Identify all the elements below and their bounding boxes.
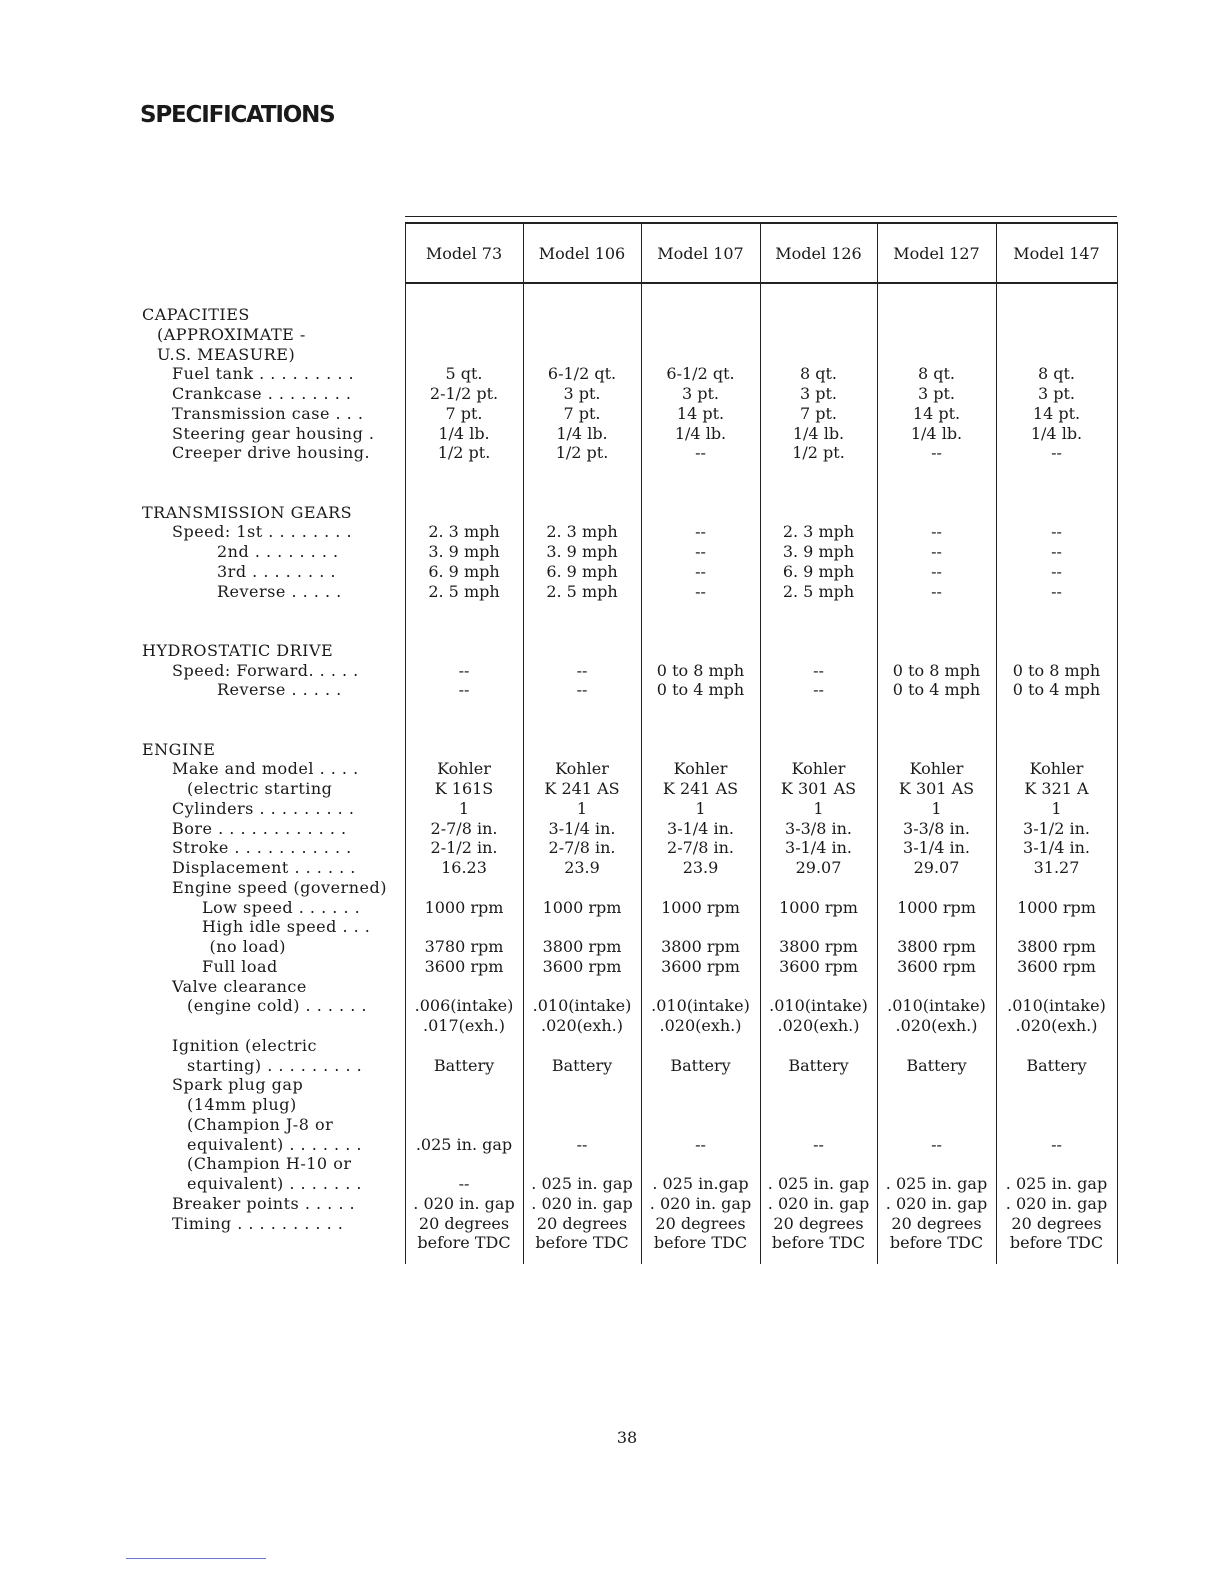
spec-label: Reverse . . . . . — [217, 581, 342, 601]
page-title: SPECIFICATIONS — [140, 102, 335, 128]
spec-value: 2. 3 mph — [428, 522, 500, 542]
spec-row — [0, 305, 1224, 325]
spec-value: 1 — [576, 798, 588, 818]
spec-value: . 020 in. gap — [767, 1193, 870, 1213]
spec-value: 2. 3 mph — [782, 522, 855, 542]
spec-value: 2-7/8 in. — [667, 838, 734, 858]
spec-row — [0, 424, 1224, 444]
spec-value: 1/4 lb. — [674, 423, 727, 443]
spec-label: (14mm plug) — [187, 1095, 297, 1114]
spec-value: Kohler — [791, 759, 846, 779]
model-header: Model 106 — [538, 244, 626, 263]
spec-label: starting) . . . . . . . . . — [187, 1055, 363, 1075]
spec-value: 2. 5 mph — [782, 581, 855, 601]
spec-value: 20 degrees — [773, 1213, 864, 1233]
spec-row — [0, 483, 1224, 503]
spec-value: 3 pt. — [563, 384, 601, 403]
spec-value: 1000 rpm — [897, 897, 976, 917]
spec-value: 20 degrees — [891, 1213, 982, 1233]
spec-value: .010(intake) — [769, 996, 868, 1016]
spec-value: -- — [576, 1134, 588, 1154]
spec-value: 3-1/4 in. — [903, 838, 970, 858]
spec-label: HYDROSTATIC DRIVE — [142, 640, 334, 660]
spec-label: (APPROXIMATE - — [157, 324, 306, 344]
spec-value: .017(exh.) — [423, 1016, 505, 1035]
spec-value: 3600 rpm — [661, 956, 740, 976]
spec-row — [0, 503, 1224, 523]
spec-value: 7 pt. — [445, 403, 483, 423]
spec-value: -- — [695, 443, 706, 463]
spec-value: 1000 rpm — [661, 897, 740, 917]
spec-value: . 020 in. gap — [1005, 1193, 1108, 1213]
spec-row — [0, 858, 1224, 878]
spec-row — [0, 661, 1224, 681]
spec-value: 0 to 4 mph — [656, 680, 745, 700]
spec-value: 0 to 8 mph — [892, 660, 981, 680]
spec-label: High idle speed . . . — [202, 917, 371, 937]
spec-value: Kohler — [909, 759, 964, 779]
spec-value: .010(intake) — [532, 996, 632, 1016]
spec-value: 6-1/2 qt. — [547, 364, 617, 384]
spec-value: 1000 rpm — [424, 897, 504, 917]
table-top-rule — [405, 216, 1117, 217]
spec-label: Low speed . . . . . . — [202, 897, 361, 917]
spec-value: K 301 AS — [898, 779, 975, 798]
spec-value: 1/4 lb. — [438, 423, 490, 443]
spec-label: Breaker points . . . . . — [172, 1193, 356, 1213]
spec-value: 3. 9 mph — [546, 542, 618, 561]
spec-label: Speed: 1st . . . . . . . . — [172, 522, 353, 542]
spec-value: . 025 in. gap — [531, 1174, 633, 1193]
spec-row — [0, 364, 1224, 384]
spec-row — [0, 996, 1224, 1016]
spec-value: 0 to 8 mph — [1012, 660, 1101, 680]
spec-value: 20 degrees — [418, 1213, 510, 1233]
spec-row — [0, 1016, 1224, 1036]
spec-label: Engine speed (governed) — [172, 877, 387, 897]
spec-value: -- — [1051, 1134, 1062, 1154]
spec-value: -- — [576, 680, 588, 700]
spec-value: .020(exh.) — [777, 1016, 860, 1035]
table-top-rule-2 — [405, 222, 1117, 224]
spec-label: (engine cold) . . . . . . — [187, 996, 367, 1016]
spec-value: .020(exh.) — [1015, 1016, 1098, 1035]
spec-label: equivalent) . . . . . . . — [187, 1174, 362, 1193]
spec-value: 0 to 8 mph — [656, 660, 745, 680]
model-header: Model 73 — [425, 244, 503, 263]
spec-label: Make and model . . . . — [172, 759, 359, 779]
spec-label: Displacement . . . . . . — [172, 858, 356, 877]
spec-value: 20 degrees — [655, 1213, 746, 1233]
spec-value: 1/4 lb. — [792, 423, 845, 443]
spec-value: 3600 rpm — [542, 956, 622, 976]
spec-row — [0, 1056, 1224, 1076]
spec-row — [0, 621, 1224, 641]
spec-value: Battery — [1026, 1055, 1087, 1075]
spec-value: 14 pt. — [1032, 403, 1081, 423]
spec-value: 2-1/2 in. — [430, 838, 498, 858]
spec-value: 3800 rpm — [897, 937, 976, 956]
spec-row — [0, 977, 1224, 997]
spec-value: . 025 in.gap — [652, 1174, 749, 1193]
spec-value: -- — [1051, 542, 1062, 561]
model-header: Model 107 — [657, 244, 744, 263]
spec-value: .025 in. gap — [415, 1134, 513, 1154]
spec-value: -- — [813, 660, 824, 680]
spec-value: . 025 in. gap — [885, 1174, 988, 1193]
spec-value: . 020 in. gap — [413, 1193, 515, 1213]
spec-value: before TDC — [889, 1233, 984, 1253]
spec-value: K 321 A — [1024, 779, 1089, 798]
spec-value: 1 — [458, 798, 470, 818]
spec-row — [0, 1154, 1224, 1174]
spec-value: 7 pt. — [799, 403, 838, 423]
spec-label: Steering gear housing . — [172, 423, 375, 443]
spec-value: before TDC — [535, 1233, 629, 1253]
spec-label: Valve clearance — [172, 976, 307, 996]
spec-value: .006(intake) — [414, 996, 514, 1016]
spec-label: Fuel tank . . . . . . . . . — [172, 364, 355, 384]
spec-label: Spark plug gap — [172, 1075, 304, 1095]
spec-value: -- — [576, 660, 588, 680]
spec-row — [0, 522, 1224, 542]
spec-label: Reverse . . . . . — [217, 680, 342, 700]
spec-row — [0, 463, 1224, 483]
spec-label: ENGINE — [142, 739, 216, 759]
spec-value: -- — [813, 1134, 824, 1154]
spec-label: U.S. MEASURE) — [157, 344, 296, 364]
spec-row — [0, 720, 1224, 740]
spec-value: 3 pt. — [917, 384, 956, 403]
spec-value: Battery — [670, 1055, 731, 1075]
spec-value: -- — [931, 581, 942, 601]
spec-label: Full load — [202, 956, 278, 976]
spec-value: 1/2 pt. — [555, 443, 609, 463]
spec-value: K 161S — [434, 779, 494, 798]
spec-row — [0, 917, 1224, 937]
spec-value: 3-1/4 in. — [1023, 838, 1090, 858]
spec-value: 2. 3 mph — [546, 522, 618, 542]
spec-value: 1 — [1051, 798, 1062, 818]
spec-row — [0, 1174, 1224, 1194]
spec-value: 3600 rpm — [1017, 956, 1096, 976]
spec-value: before TDC — [1009, 1233, 1104, 1253]
spec-value: Kohler — [673, 759, 728, 779]
spec-value: -- — [931, 443, 942, 463]
spec-value: 1 — [931, 798, 942, 818]
spec-value: 2. 5 mph — [428, 581, 500, 601]
spec-row — [0, 779, 1224, 799]
spec-value: 3-3/8 in. — [785, 818, 852, 838]
spec-value: 14 pt. — [912, 403, 961, 423]
spec-value: 3. 9 mph — [428, 542, 500, 561]
spec-value: 3800 rpm — [542, 937, 622, 956]
spec-value: 3-1/4 in. — [785, 838, 852, 858]
spec-label: 2nd . . . . . . . . — [217, 542, 339, 561]
spec-value: . 020 in. gap — [531, 1193, 633, 1213]
spec-value: -- — [1051, 522, 1062, 542]
spec-value: 1/4 lb. — [1030, 423, 1083, 443]
spec-label: Crankcase . . . . . . . . — [172, 384, 352, 403]
spec-value: 3 pt. — [681, 384, 720, 403]
spec-row — [0, 799, 1224, 819]
spec-row — [0, 838, 1224, 858]
spec-value: 2-7/8 in. — [548, 838, 616, 858]
spec-value: 3-3/8 in. — [903, 818, 970, 838]
spec-value: .020(exh.) — [895, 1016, 978, 1035]
spec-value: 20 degrees — [536, 1213, 628, 1233]
spec-row — [0, 325, 1224, 345]
spec-value: 1/4 lb. — [556, 423, 608, 443]
spec-label: equivalent) . . . . . . . — [187, 1134, 362, 1154]
spec-value: -- — [931, 561, 942, 581]
spec-row — [0, 1075, 1224, 1095]
spec-row — [0, 562, 1224, 582]
spec-label: CAPACITIES — [142, 305, 250, 324]
spec-value: Battery — [433, 1055, 495, 1075]
spec-value: -- — [1051, 561, 1062, 581]
spec-value: 8 qt. — [1037, 364, 1076, 384]
spec-row — [0, 601, 1224, 621]
spec-value: 1 — [813, 798, 824, 818]
spec-value: 2. 5 mph — [546, 581, 618, 601]
spec-value: -- — [1051, 581, 1062, 601]
spec-value: 1/2 pt. — [437, 443, 491, 463]
spec-value: -- — [1051, 443, 1062, 463]
spec-row — [0, 957, 1224, 977]
spec-value: 6. 9 mph — [546, 561, 618, 581]
spec-label: Stroke . . . . . . . . . . . — [172, 838, 352, 858]
spec-row — [0, 641, 1224, 661]
spec-value: 1000 rpm — [1017, 897, 1096, 917]
spec-label: Speed: Forward. . . . . — [172, 660, 359, 680]
spec-value: 3800 rpm — [779, 937, 858, 956]
spec-value: -- — [458, 680, 470, 700]
spec-value: -- — [695, 581, 706, 601]
header-rule — [405, 282, 1117, 284]
spec-value: 3600 rpm — [779, 956, 858, 976]
spec-label: (Champion H-10 or — [187, 1154, 352, 1174]
spec-value: Kohler — [1029, 759, 1084, 779]
spec-value: 1/4 lb. — [910, 423, 963, 443]
spec-value: -- — [458, 1174, 470, 1193]
model-header: Model 147 — [1013, 244, 1100, 263]
spec-row — [0, 819, 1224, 839]
spec-value: 6. 9 mph — [782, 561, 855, 581]
spec-label: Cylinders . . . . . . . . . — [172, 798, 355, 818]
spec-row — [0, 443, 1224, 463]
spec-value: Kohler — [437, 759, 491, 779]
spec-value: K 241 AS — [662, 779, 739, 798]
spec-value: -- — [931, 522, 942, 542]
spec-label: 3rd . . . . . . . . — [217, 561, 336, 581]
model-header: Model 127 — [893, 244, 980, 263]
spec-value: -- — [695, 522, 706, 542]
spec-value: 6. 9 mph — [428, 561, 500, 581]
spec-label: (electric starting — [187, 779, 333, 798]
spec-value: . 020 in. gap — [885, 1193, 988, 1213]
spec-value: 23.9 — [682, 858, 719, 877]
spec-row — [0, 1135, 1224, 1155]
spec-value: 3-1/2 in. — [1023, 818, 1090, 838]
spec-label: (no load) — [209, 937, 287, 956]
spec-value: 5 qt. — [445, 364, 483, 384]
spec-value: 1000 rpm — [542, 897, 622, 917]
spec-label: Ignition (electric — [172, 1035, 317, 1055]
spec-value: before TDC — [771, 1233, 866, 1253]
spec-value: K 241 AS — [544, 779, 620, 798]
spec-value: 3800 rpm — [1017, 937, 1096, 956]
spec-value: 8 qt. — [799, 364, 838, 384]
spec-value: 7 pt. — [563, 403, 601, 423]
spec-label: TRANSMISSION GEARS — [142, 502, 353, 522]
spec-value: 20 degrees — [1011, 1213, 1102, 1233]
spec-value: 3800 rpm — [661, 937, 740, 956]
spec-value: .010(intake) — [651, 996, 750, 1016]
spec-value: 1000 rpm — [779, 897, 858, 917]
spec-value: Battery — [551, 1055, 613, 1075]
spec-value: . 025 in. gap — [1005, 1174, 1108, 1193]
spec-value: -- — [931, 1134, 942, 1154]
spec-value: 3-1/4 in. — [548, 818, 616, 838]
spec-row — [0, 700, 1224, 720]
spec-row — [0, 1115, 1224, 1135]
spec-value: 29.07 — [795, 858, 842, 877]
model-header: Model 126 — [775, 244, 862, 263]
spec-value: .010(intake) — [1007, 996, 1106, 1016]
spec-value: .010(intake) — [887, 996, 986, 1016]
spec-value: -- — [695, 561, 706, 581]
spec-value: 23.9 — [564, 858, 600, 877]
spec-value: 6-1/2 qt. — [666, 364, 735, 384]
spec-value: 1/2 pt. — [792, 443, 845, 463]
spec-label: Timing . . . . . . . . . . — [172, 1213, 344, 1233]
spec-value: 8 qt. — [917, 364, 956, 384]
spec-value: -- — [813, 680, 824, 700]
spec-value: .020(exh.) — [659, 1016, 742, 1035]
spec-value: before TDC — [653, 1233, 748, 1253]
spec-value: 2-1/2 pt. — [429, 384, 499, 403]
spec-value: 0 to 4 mph — [892, 680, 981, 700]
spec-row — [0, 759, 1224, 779]
spec-row — [0, 1095, 1224, 1115]
spec-row — [0, 404, 1224, 424]
spec-value: Battery — [906, 1055, 967, 1075]
spec-value: 3-1/4 in. — [667, 818, 734, 838]
spec-row — [0, 1194, 1224, 1214]
spec-label: Bore . . . . . . . . . . . . — [172, 818, 347, 838]
spec-row — [0, 680, 1224, 700]
spec-value: . 020 in. gap — [649, 1193, 752, 1213]
spec-row — [0, 345, 1224, 365]
spec-row — [0, 937, 1224, 957]
spec-value: 3 pt. — [1037, 384, 1076, 403]
spec-label: (Champion J-8 or — [187, 1114, 334, 1134]
spec-value: 3600 rpm — [424, 956, 504, 976]
spec-value: 3 pt. — [799, 384, 838, 403]
spec-value: 3. 9 mph — [782, 542, 855, 561]
spec-row — [0, 878, 1224, 898]
spec-value: Battery — [788, 1055, 849, 1075]
spec-value: 14 pt. — [676, 403, 725, 423]
spec-value: 0 to 4 mph — [1012, 680, 1101, 700]
page-number: 38 — [616, 1428, 638, 1447]
spec-row — [0, 1233, 1224, 1253]
spec-row — [0, 542, 1224, 562]
spec-value: Kohler — [555, 759, 609, 779]
spec-value: 3780 rpm — [424, 937, 504, 956]
spec-value: before TDC — [417, 1233, 511, 1253]
spec-row — [0, 898, 1224, 918]
spec-value: 3600 rpm — [897, 956, 976, 976]
spec-row — [0, 740, 1224, 760]
spec-value: -- — [695, 1134, 706, 1154]
spec-value: 16.23 — [441, 858, 487, 877]
spec-row — [0, 1036, 1224, 1056]
spec-value: . 025 in. gap — [767, 1174, 870, 1193]
spec-label: Transmission case . . . — [172, 403, 364, 423]
spec-row — [0, 582, 1224, 602]
spec-value: K 301 AS — [780, 779, 857, 798]
footer-rule — [126, 1558, 266, 1559]
spec-value: -- — [458, 660, 470, 680]
spec-value: 1 — [695, 798, 706, 818]
spec-value: -- — [931, 542, 942, 561]
spec-value: -- — [695, 542, 706, 561]
spec-row — [0, 1214, 1224, 1234]
spec-row — [0, 384, 1224, 404]
spec-value: 31.27 — [1033, 858, 1080, 877]
spec-value: .020(exh.) — [541, 1016, 623, 1035]
spec-label: Creeper drive housing. — [172, 443, 371, 463]
spec-value: 2-7/8 in. — [430, 818, 498, 838]
spec-value: 29.07 — [913, 858, 960, 877]
